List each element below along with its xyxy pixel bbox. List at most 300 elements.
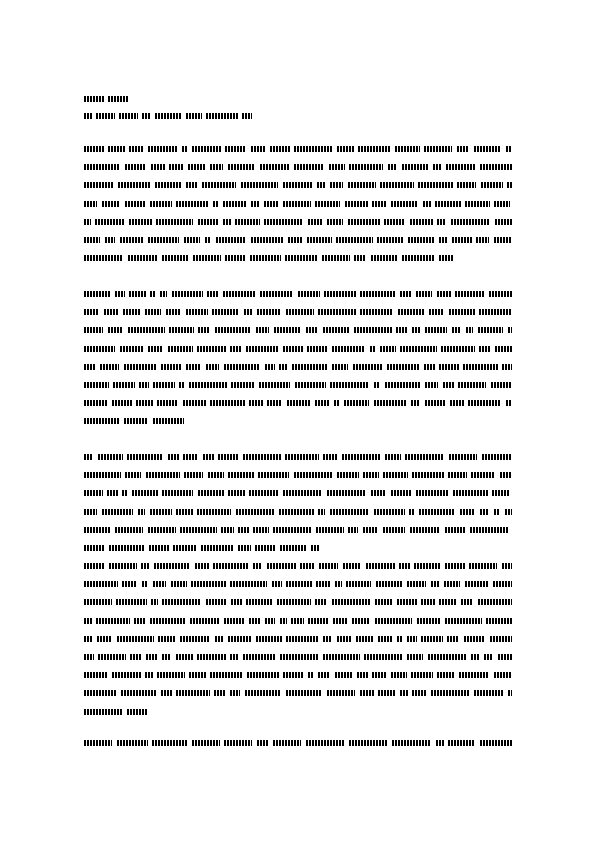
- text-word: [162, 255, 189, 261]
- text-word: [251, 146, 265, 152]
- text-word: [358, 146, 391, 152]
- text-word: [228, 472, 254, 478]
- text-word: [437, 672, 455, 678]
- heading-line-1: [84, 96, 128, 102]
- text-word: [189, 382, 227, 388]
- text-word: [195, 563, 209, 569]
- text-word: [330, 509, 369, 515]
- text-word: [213, 563, 248, 569]
- text-word: [198, 490, 224, 496]
- text-word: [388, 164, 397, 170]
- text-word: [212, 309, 239, 315]
- text-word: [244, 309, 252, 315]
- text-line: [84, 309, 512, 315]
- text-word: [84, 581, 118, 587]
- text-word: [372, 672, 387, 678]
- text-word: [495, 346, 512, 352]
- text-word: [169, 164, 184, 170]
- text-word: [280, 545, 307, 551]
- text-word: [241, 182, 278, 188]
- text-word: [154, 563, 190, 569]
- text-word: [425, 327, 447, 333]
- text-word: [455, 291, 484, 297]
- text-word: [109, 563, 137, 569]
- text-word: [157, 400, 178, 406]
- text-word: [265, 618, 275, 624]
- text-word: [494, 201, 510, 207]
- text-word: [410, 219, 433, 225]
- text-word: [398, 309, 425, 315]
- text-word: [210, 672, 242, 678]
- text-word: [153, 418, 184, 424]
- text-word: [486, 618, 512, 624]
- text-word: [478, 327, 503, 333]
- text-word: [494, 237, 512, 243]
- text-word: [491, 382, 512, 388]
- text-line: [84, 472, 512, 478]
- text-word: [270, 146, 290, 152]
- text-word: [378, 690, 396, 696]
- text-word: [145, 672, 153, 678]
- text-word: [228, 164, 255, 170]
- text-word: [84, 709, 123, 715]
- text-word: [115, 291, 125, 297]
- text-word: [260, 291, 293, 297]
- text-word: [479, 309, 512, 315]
- text-word: [449, 309, 475, 315]
- text-word: [223, 201, 246, 207]
- text-word: [327, 219, 343, 225]
- text-word: [104, 309, 119, 315]
- text-word: [191, 581, 226, 587]
- text-word: [322, 255, 350, 261]
- text-word: [108, 327, 123, 333]
- text-word: [287, 400, 310, 406]
- text-line: [84, 618, 512, 624]
- text-word: [230, 690, 240, 696]
- text-word: [151, 164, 165, 170]
- text-word: [141, 563, 150, 569]
- text-word: [84, 599, 112, 605]
- paragraph: [84, 146, 512, 273]
- text-word: [380, 346, 396, 352]
- text-word: [136, 400, 153, 406]
- text-word: [102, 509, 133, 515]
- text-word: [134, 618, 145, 624]
- text-word: [363, 472, 379, 478]
- text-word: [349, 164, 383, 170]
- text-word: [264, 201, 279, 207]
- text-word: [95, 219, 125, 225]
- text-word: [153, 382, 175, 388]
- text-word: [411, 400, 420, 406]
- text-word: [419, 509, 455, 515]
- text-word: [385, 454, 401, 460]
- text-word: [250, 255, 281, 261]
- text-word: [192, 146, 221, 152]
- text-word: [243, 654, 276, 660]
- text-word: [306, 740, 345, 746]
- text-word: [190, 618, 220, 624]
- text-word: [283, 201, 311, 207]
- document-heading: [84, 96, 256, 130]
- text-word: [206, 364, 219, 370]
- text-word: [84, 327, 103, 333]
- text-word: [148, 146, 178, 152]
- text-word: [155, 113, 182, 119]
- text-word: [207, 291, 219, 297]
- text-word: [414, 563, 440, 569]
- text-word: [202, 182, 236, 188]
- text-word: [493, 581, 512, 587]
- text-word: [466, 327, 473, 333]
- text-word: [437, 291, 451, 297]
- text-word: [378, 636, 393, 642]
- text-word: [387, 364, 419, 370]
- text-line: [84, 164, 512, 170]
- text-word: [210, 400, 245, 406]
- text-word: [124, 364, 157, 370]
- text-word: [231, 599, 242, 605]
- text-word: [272, 581, 282, 587]
- text-word: [490, 636, 512, 642]
- text-word: [84, 545, 104, 551]
- text-word: [410, 527, 440, 533]
- text-word: [412, 327, 421, 333]
- text-word: [332, 346, 365, 352]
- text-word: [353, 364, 382, 370]
- text-word: [498, 654, 512, 660]
- text-word: [184, 472, 203, 478]
- text-word: [277, 599, 311, 605]
- text-word: [323, 636, 332, 642]
- text-word: [84, 201, 97, 207]
- text-word: [306, 327, 318, 333]
- text-word: [327, 690, 355, 696]
- text-word: [424, 146, 452, 152]
- text-word: [112, 672, 141, 678]
- text-word: [400, 346, 437, 352]
- text-word: [142, 581, 148, 587]
- text-word: [439, 364, 459, 370]
- text-word: [246, 599, 273, 605]
- text-word: [453, 490, 488, 496]
- text-word: [375, 599, 393, 605]
- text-line: [84, 255, 512, 261]
- text-word: [480, 509, 489, 515]
- text-word: [376, 581, 403, 587]
- text-line: [84, 182, 512, 188]
- text-line: [84, 291, 512, 297]
- text-word: [424, 364, 435, 370]
- text-word: [151, 599, 158, 605]
- text-word: [332, 599, 370, 605]
- text-word: [409, 509, 415, 515]
- text-line: [84, 364, 512, 370]
- text-word: [98, 454, 123, 460]
- text-word: [84, 690, 116, 696]
- text-line: [84, 509, 512, 515]
- text-word: [502, 563, 512, 569]
- text-word: [480, 164, 512, 170]
- text-word: [380, 182, 414, 188]
- text-word: [117, 636, 154, 642]
- text-word: [162, 654, 171, 660]
- text-word: [255, 545, 276, 551]
- text-word: [84, 291, 110, 297]
- text-word: [363, 527, 378, 533]
- text-word: [307, 237, 332, 243]
- text-line: [84, 327, 512, 333]
- text-word: [215, 636, 223, 642]
- text-word: [308, 618, 328, 624]
- text-word: [506, 400, 512, 406]
- text-word: [127, 709, 148, 715]
- text-word: [84, 527, 111, 533]
- text-word: [84, 346, 115, 352]
- text-word: [374, 400, 407, 406]
- text-word: [206, 113, 238, 119]
- text-word: [476, 237, 489, 243]
- text-word: [468, 400, 501, 406]
- text-word: [464, 636, 485, 642]
- text-word: [184, 237, 200, 243]
- text-word: [84, 237, 100, 243]
- text-word: [484, 654, 493, 660]
- text-word: [425, 400, 445, 406]
- text-word: [377, 237, 404, 243]
- text-word: [400, 690, 408, 696]
- text-line: [84, 219, 512, 225]
- text-line: [84, 654, 512, 660]
- text-word: [397, 636, 403, 642]
- text-word: [84, 113, 92, 119]
- text-word: [186, 309, 208, 315]
- text-word: [336, 237, 373, 243]
- text-word: [318, 509, 325, 515]
- text-word: [84, 182, 114, 188]
- text-word: [113, 382, 135, 388]
- text-word: [411, 672, 433, 678]
- text-word: [348, 527, 358, 533]
- text-word: [214, 690, 225, 696]
- text-word: [481, 182, 503, 188]
- text-word: [502, 364, 512, 370]
- text-word: [337, 146, 354, 152]
- text-word: [161, 364, 181, 370]
- text-word: [457, 146, 469, 152]
- text-word: [445, 563, 465, 569]
- text-word: [343, 563, 361, 569]
- text-word: [308, 219, 323, 225]
- text-word: [257, 309, 281, 315]
- text-word: [449, 454, 477, 460]
- text-line: [84, 740, 512, 746]
- text-word: [445, 527, 466, 533]
- text-word: [173, 545, 197, 551]
- text-word: [494, 509, 500, 515]
- text-word: [407, 636, 417, 642]
- text-word: [360, 309, 393, 315]
- text-word: [166, 309, 181, 315]
- text-word: [267, 563, 296, 569]
- text-word: [471, 472, 495, 478]
- text-word: [84, 96, 104, 102]
- text-word: [439, 237, 447, 243]
- text-word: [215, 327, 251, 333]
- text-word: [84, 309, 99, 315]
- text-word: [230, 581, 267, 587]
- text-word: [345, 201, 368, 207]
- text-word: [125, 472, 141, 478]
- text-word: [474, 146, 501, 152]
- text-word: [84, 654, 94, 660]
- text-word: [364, 654, 402, 660]
- text-word: [186, 113, 202, 119]
- text-word: [172, 291, 203, 297]
- text-word: [230, 654, 238, 660]
- text-word: [273, 527, 312, 533]
- text-word: [286, 309, 314, 315]
- text-word: [238, 545, 251, 551]
- text-word: [433, 164, 441, 170]
- text-word: [327, 490, 366, 496]
- text-line: [84, 690, 512, 696]
- text-word: [308, 672, 314, 678]
- text-word: [158, 636, 175, 642]
- text-word: [423, 201, 431, 207]
- text-line: [84, 400, 512, 406]
- text-word: [162, 599, 201, 605]
- text-word: [179, 382, 185, 388]
- text-word: [84, 672, 108, 678]
- text-word: [122, 581, 137, 587]
- text-word: [286, 690, 322, 696]
- text-word: [188, 164, 206, 170]
- text-word: [352, 618, 370, 624]
- text-word: [249, 400, 263, 406]
- text-word: [138, 509, 145, 515]
- text-word: [311, 545, 319, 551]
- text-word: [160, 291, 167, 297]
- text-word: [267, 400, 282, 406]
- text-word: [251, 237, 283, 243]
- text-word: [161, 690, 172, 696]
- text-word: [148, 346, 163, 352]
- text-word: [421, 599, 435, 605]
- text-word: [444, 581, 460, 587]
- text-word: [458, 382, 486, 388]
- text-line: [84, 237, 512, 243]
- text-word: [224, 618, 244, 624]
- text-word: [505, 509, 512, 515]
- text-line: [84, 672, 512, 678]
- text-word: [197, 654, 226, 660]
- text-word: [221, 527, 234, 533]
- text-word: [507, 182, 512, 188]
- text-word: [205, 237, 211, 243]
- text-line: [84, 581, 512, 587]
- text-word: [479, 346, 491, 352]
- text-word: [292, 364, 328, 370]
- text-word: [316, 581, 331, 587]
- text-word: [273, 740, 301, 746]
- text-word: [300, 563, 315, 569]
- text-word: [223, 291, 256, 297]
- text-word: [130, 654, 141, 660]
- text-word: [324, 291, 356, 297]
- text-word: [176, 654, 193, 660]
- text-word: [176, 509, 193, 515]
- text-word: [450, 400, 464, 406]
- text-word: [384, 219, 405, 225]
- text-word: [249, 490, 278, 496]
- text-word: [225, 255, 245, 261]
- text-word: [441, 346, 475, 352]
- text-word: [225, 146, 246, 152]
- text-word: [397, 599, 417, 605]
- text-word: [335, 672, 352, 678]
- text-word: [231, 382, 254, 388]
- text-word: [461, 599, 473, 605]
- text-word: [295, 382, 326, 388]
- text-word: [84, 255, 123, 261]
- text-line: [84, 599, 512, 605]
- paragraph: [84, 291, 512, 437]
- text-word: [391, 672, 407, 678]
- text-word: [169, 327, 194, 333]
- text-word: [316, 527, 344, 533]
- text-word: [145, 309, 161, 315]
- text-word: [372, 201, 386, 207]
- text-word: [315, 400, 329, 406]
- text-word: [176, 690, 210, 696]
- text-word: [286, 581, 312, 587]
- text-word: [286, 636, 318, 642]
- text-word: [344, 400, 369, 406]
- text-line: [84, 201, 512, 207]
- text-word: [315, 201, 340, 207]
- text-word: [146, 654, 158, 660]
- text-word: [330, 382, 369, 388]
- text-word: [100, 364, 119, 370]
- text-word: [197, 509, 231, 515]
- text-word: [395, 146, 420, 152]
- text-word: [247, 672, 279, 678]
- text-word: [260, 164, 290, 170]
- text-word: [370, 346, 376, 352]
- text-word: [431, 581, 439, 587]
- text-word: [186, 364, 201, 370]
- text-word: [333, 618, 348, 624]
- text-word: [148, 527, 176, 533]
- text-word: [256, 636, 282, 642]
- text-word: [459, 672, 489, 678]
- text-word: [84, 490, 103, 496]
- text-word: [118, 182, 151, 188]
- text-word: [283, 182, 312, 188]
- text-word: [98, 654, 126, 660]
- text-word: [298, 291, 320, 297]
- text-word: [317, 182, 325, 188]
- text-word: [294, 164, 324, 170]
- text-word: [342, 454, 381, 460]
- text-word: [139, 382, 149, 388]
- text-line: [84, 418, 512, 424]
- text-word: [236, 509, 274, 515]
- text-word: [508, 327, 512, 333]
- heading-line-2: [84, 113, 256, 119]
